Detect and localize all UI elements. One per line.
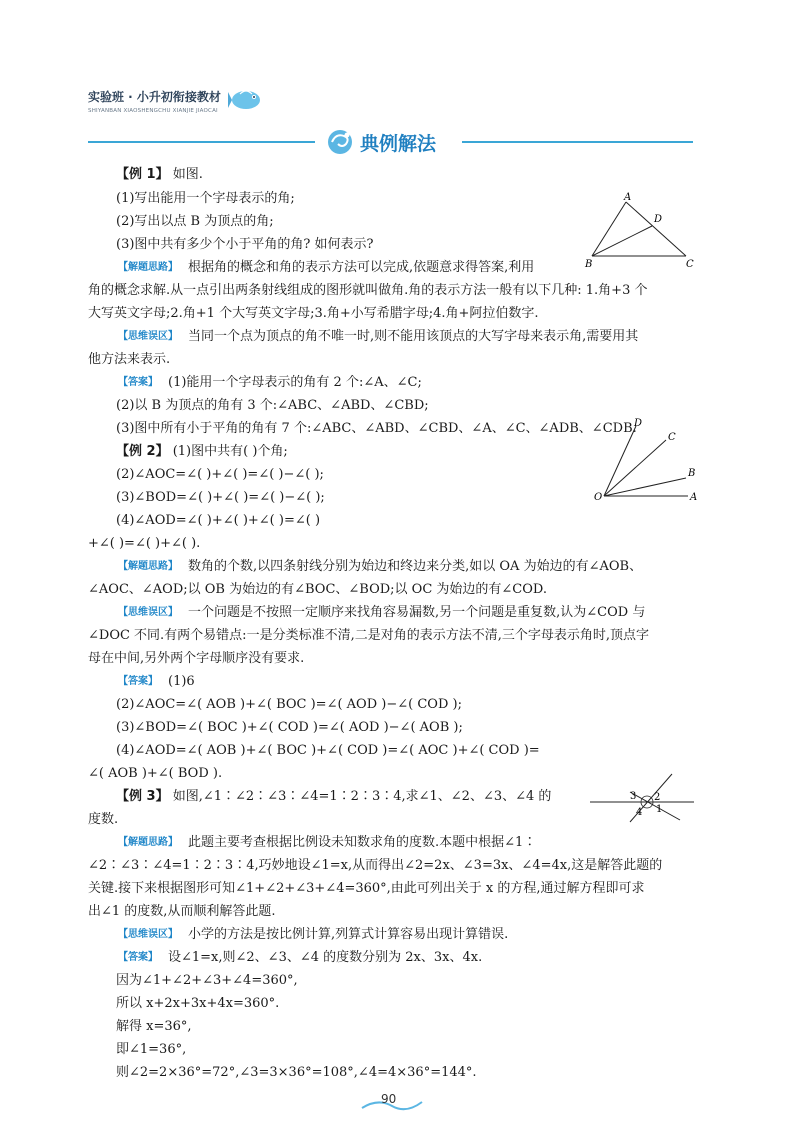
fig3-label-4: 4 [636,807,643,818]
example2-mistake-line1 [116,604,645,622]
brand-header [88,88,288,122]
fig1-label-b: B [585,259,593,270]
example3-intersecting-lines-figure [590,772,694,832]
example2-q1-line [116,443,288,460]
example3-mistake-text: 小学的方法是按比例计算,列算式计算容易出现计算错误. [188,927,509,942]
fig2-label-a: A [690,492,698,503]
example2-mistake-line2: ∠DOC 不同.有两个易错点:一是分类标准不清,二是对角的表示方法不清,三个字母表示角时,顶点字 [88,628,649,643]
example3-answer-text: 设∠1=x,则∠2、∠3、∠4 的度数分别为 2x、3x、4x. [168,950,483,965]
example3-hint-text: 此题主要考查根据比例设未知数求角的度数.本题中根据∠1∶ [188,835,537,850]
example1-q2: (2)写出以点 B 为顶点的角; [116,214,274,229]
example3-hint-line4: 出∠1 的度数,从而顺利解答此题. [88,904,276,919]
example2-hint-text: 数角的个数,以四条射线分别为始边和终边来分类,如以 OA 为始边的有∠AOB、 [188,559,643,574]
example3-hint-line1 [116,834,536,852]
example3-mistake-line [116,926,508,944]
section-swirl-icon [326,128,356,156]
example1-hint-tag: 【 解题思路 】 [116,259,180,276]
example1-triangle-figure [582,192,702,270]
example1-mistake-line1 [116,328,638,346]
fig3-label-3: 3 [630,791,637,802]
example1-hint-line3: 大写英文字母;2.角+1 个大写英文字母;3.角+小写希腊字母;4.角+阿拉伯数字. [88,306,539,321]
section-rule-right [462,141,693,143]
example1-mistake-text: 当同一个点为顶点的角不唯一时,则不能用该顶点的大写字母来表示角,需要用其 [188,329,639,344]
example2-mistake-line3: 母在中间,另外两个字母顺序没有要求. [88,651,305,666]
example3-hint-tag: 【 解题思路 】 [116,834,180,851]
example2-mistake-text: 一个问题是不按照一定顺序来找角容易漏数,另一个问题是重复数,认为∠COD 与 [188,605,646,620]
example1-answer-text: (1)能用一个字母表示的角有 2 个:∠A、∠C; [168,375,422,390]
example1-answer-tag: 【 答案 】 [116,374,160,391]
example2-answer-tag: 【 答案 】 [116,673,160,690]
example1-heading [116,166,203,183]
fig2-label-b: B [688,468,696,479]
example3-answer-line2: 因为∠1+∠2+∠3+∠4=360°, [116,973,298,988]
fig2-label-d: D [634,418,643,429]
example2-answer-line4: (4)∠AOD=∠( AOB )+∠( BOC )+∠( COD )=∠( AOC )+∠( COD )= [116,743,540,758]
example3-hint-line3: 关键.接下来根据图形可知∠1+∠2+∠3+∠4=360°,由此可列出关于 x 的方程,通过解方程即可求 [88,881,645,896]
example2-q2: (2)∠AOC=∠( )+∠( )=∠( )−∠( ); [116,467,324,482]
example3-answer-line4: 解得 x=36°, [116,1019,192,1034]
example1-label: 【例 1】 [116,167,169,182]
example2-hint-line1 [116,558,642,576]
fig3-label-1: 1 [656,804,663,815]
example3-label: 【例 3】 [116,789,169,804]
example3-mistake-tag: 【 思维误区 】 [116,926,180,943]
example1-mistake-line2: 他方法来表示. [88,352,171,367]
fig2-label-o: O [594,492,603,503]
example1-mistake-tag: 【 思维误区 】 [116,328,180,345]
example1-intro: 如图. [172,167,203,182]
section-title: 典例解法 [360,133,437,155]
example1-answer-line3: (3)图中所有小于平角的角有 7 个:∠ABC、∠ABD、∠CBD、∠A、∠C、∠ADB、∠CDB. [116,421,637,436]
fig2-label-c: C [668,432,676,443]
example1-q3: (3)图中共有多少个小于平角的角? 如何表示? [116,237,374,252]
fig1-label-d: D [654,214,663,225]
example1-q1: (1)写出能用一个字母表示的角; [116,191,295,206]
example3-q1: 如图,∠1∶∠2∶∠3∶∠4=1∶2∶3∶4,求∠1、∠2、∠3、∠4 的 [172,789,552,804]
example3-hint-line2: ∠2∶∠3∶∠4=1∶2∶3∶4,巧妙地设∠1=x,从而得出∠2=2x、∠3=3x、∠4=4x,这是解答此题的 [88,858,663,873]
example2-q4: (4)∠AOD=∠( )+∠( )+∠( )=∠( ) [116,513,321,528]
example2-hint-tag: 【 解题思路 】 [116,558,180,575]
example2-mistake-tag: 【 思维误区 】 [116,604,180,621]
example1-hint-text: 根据角的概念和角的表示方法可以完成,依题意求得答案,利用 [188,260,535,275]
brand-title: 实验班 · 小升初衔接教材 [88,90,221,104]
example3-q-line2: 度数. [88,812,119,827]
section-rule-left [88,141,315,143]
example1-hint-line2: 角的概念求解.从一点引出两条射线组成的图形就叫做角.角的表示方法一般有以下几种: 1.角+3 个 [88,283,648,298]
example2-q5: +∠( )=∠( )+∠( ). [88,536,201,551]
example2-hint-line2: ∠AOC、∠AOD;以 OB 为始边的有∠BOC、∠BOD;以 OC 为始边的有∠COD. [88,582,547,597]
example3-answer-line1 [116,949,482,967]
example3-answer-line6: 则∠2=2×36°=72°,∠3=3×36°=108°,∠4=4×36°=144°. [116,1065,477,1080]
example2-label: 【例 2】 [116,444,169,459]
example1-answer-line2: (2)以 B 为顶点的角有 3 个:∠ABC、∠ABD、∠CBD; [116,398,429,413]
example2-answer-line3: (3)∠BOD=∠( BOC )+∠( COD )=∠( AOD )−∠( AOB ); [116,720,463,735]
fig1-label-a: A [624,192,632,203]
example3-q-line1 [116,788,551,805]
example2-q3: (3)∠BOD=∠( )+∠( )=∠( )−∠( ); [116,490,325,505]
fish-logo-icon [228,86,264,114]
example2-rays-figure [588,418,704,508]
example2-answer-line1 [116,673,195,691]
example3-answer-line5: 即∠1=36°, [116,1042,187,1057]
example1-hint-line1 [116,259,534,277]
example1-answer-line1 [116,374,422,392]
example2-q1: (1)图中共有( )个角; [172,444,288,459]
page-number: 90 [381,1092,397,1106]
example2-answer-text: (1)6 [168,674,195,689]
fig1-label-c: C [686,259,694,270]
example2-answer-line2: (2)∠AOC=∠( AOB )+∠( BOC )=∠( AOD )−∠( COD ); [116,697,462,712]
fig3-label-2: 2 [654,792,661,803]
example3-answer-tag: 【 答案 】 [116,949,160,966]
example2-answer-line5: ∠( AOB )+∠( BOD ). [88,766,223,781]
example3-answer-line3: 所以 x+2x+3x+4x=360°. [116,996,280,1011]
brand-subtitle: SHIYANBAN XIAOSHENGCHU XIANJIE JIAOCAI [88,108,218,114]
